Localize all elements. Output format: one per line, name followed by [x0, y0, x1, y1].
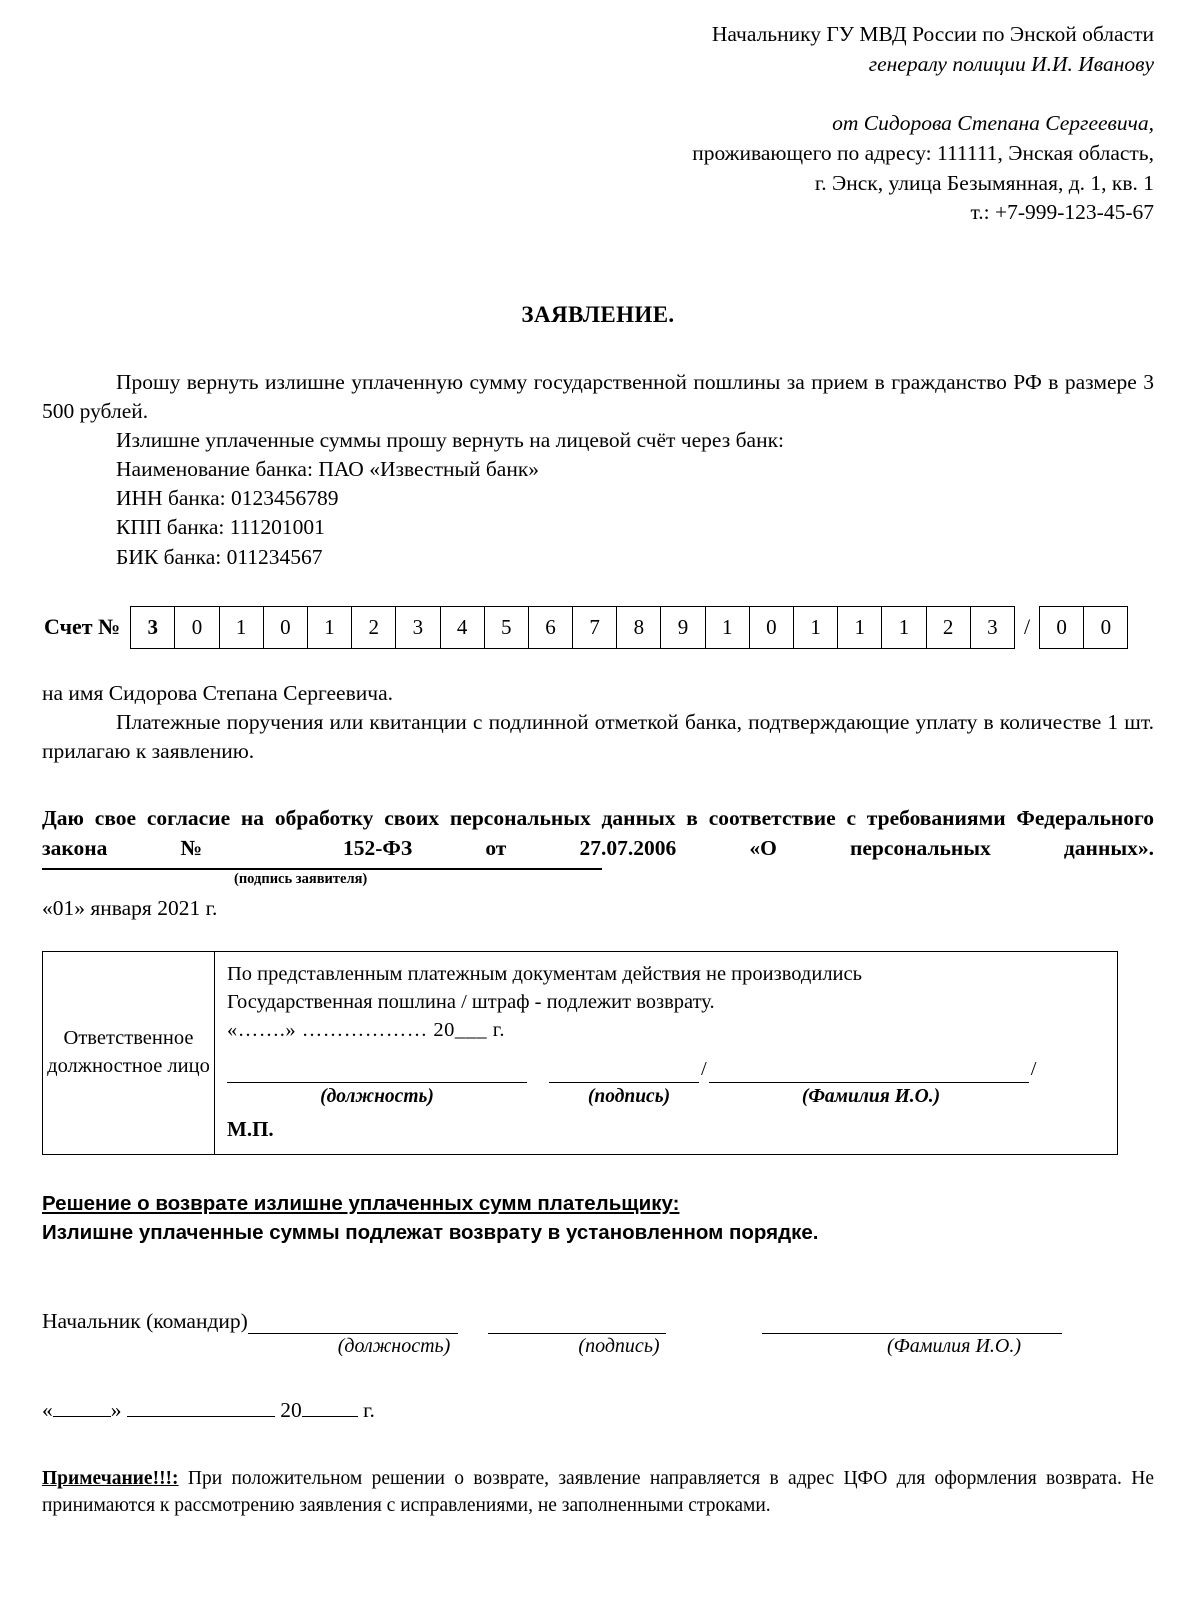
chief-signature-row: [42, 1309, 1154, 1334]
bank-name-line: Наименование банка: ПАО «Известный банк»: [116, 457, 540, 481]
official-line-2: Государственная пошлина / штраф - подлежит возврату.: [227, 990, 715, 1013]
account-digit-cell: 2: [927, 607, 971, 648]
account-digit-cell: 8: [617, 607, 661, 648]
date-year-blank: [302, 1398, 358, 1417]
date-quote-close: »: [110, 1397, 122, 1422]
chief-caption-position: (должность): [337, 1334, 451, 1357]
caption-name: (Фамилия И.О.): [801, 1085, 941, 1107]
account-digit-cell: 1: [308, 607, 352, 648]
bank-bik-line: БИК банка: 011234567: [116, 544, 323, 569]
note-text: При положительном решении о возврате, заявление направляется в адрес ЦФО для оформления возврата. Не принимаются к рассмотрению заявления с исправлениями, не заполненными строками.: [42, 1467, 1154, 1517]
request-paragraph: Прошу вернуть излишне уплаченную сумму государственной пошлины за прием в гражданство РФ в размере 3 500 рублей.: [42, 369, 1154, 424]
chief-date-row: [42, 1398, 1154, 1423]
account-digit-cell: 3: [396, 607, 440, 648]
official-signature-blank: [549, 1063, 699, 1083]
applicant-phone-line: т.: +7-999-123-45-67: [970, 200, 1154, 225]
account-digit-cell: 3: [131, 607, 175, 648]
account-number-row: [42, 606, 1154, 649]
slash-divider-1: /: [701, 1057, 707, 1080]
account-digit-cell: 0: [175, 607, 219, 648]
account-digit-cell: 1: [794, 607, 838, 648]
official-role-label: Ответственное должностное лицо: [43, 952, 215, 1154]
footer-note: [42, 1465, 1154, 1520]
chief-label: Начальник (командир): [42, 1308, 248, 1333]
spacer-5: [500, 1335, 530, 1358]
bank-details-block: [42, 455, 1154, 572]
account-suffix-cell: 0: [1084, 607, 1128, 648]
account-digit-cell: 1: [706, 607, 750, 648]
official-line-1: По представленным платежным документам действия не производились: [227, 962, 862, 985]
date-year-suffix: г.: [363, 1397, 375, 1422]
applicant-signature-caption: (подпись заявителя): [234, 870, 368, 887]
applicant-date: «01» января 2021 г.: [42, 895, 218, 920]
bank-inn-line: ИНН банка: 0123456789: [116, 486, 339, 511]
slash-divider-2: /: [1030, 1057, 1037, 1080]
chief-signature-blank: [488, 1314, 666, 1334]
official-captions: [227, 1084, 1107, 1111]
date-year-prefix: 20: [280, 1397, 302, 1422]
chief-caption-name: (Фамилия И.О.): [886, 1334, 1022, 1357]
account-digit-cell: 1: [220, 607, 264, 648]
spacer-6: [708, 1335, 804, 1358]
account-label: Счет №: [44, 614, 121, 640]
header-spacer: [42, 79, 1154, 109]
refund-method-paragraph: Излишне уплаченные суммы прошу вернуть на лицевой счёт через банк:: [116, 428, 784, 453]
chief-spacer: [42, 1335, 288, 1358]
account-suffix-boxes: [1039, 606, 1128, 649]
personal-data-consent: Даю свое согласие на обработку своих персональных данных в соответствие с требованиями Федерального закона № 152-ФЗ от 27.07.2006 «О персональных данных».: [42, 805, 1154, 861]
account-digit-cell: 3: [971, 607, 1015, 648]
account-separator: /: [1023, 614, 1031, 640]
account-suffix-cell: 0: [1040, 607, 1084, 648]
account-digit-cell: 1: [882, 607, 926, 648]
official-name-blank: [709, 1063, 1029, 1083]
decision-text: Излишне уплаченные суммы подлежат возврату в установленном порядке.: [42, 1220, 819, 1244]
applicant-name-line: от Сидорова Степана Сергеевича,: [832, 111, 1154, 136]
addressee-line-2: генералу полиции И.И. Иванову: [868, 51, 1154, 76]
caption-position: (должность): [320, 1085, 434, 1107]
account-owner-line: на имя Сидорова Степана Сергеевича.: [42, 680, 393, 705]
date-day-blank: [53, 1398, 111, 1417]
chief-position-blank: [248, 1314, 458, 1334]
account-digit-cell: 0: [264, 607, 308, 648]
official-position-blank: [227, 1063, 527, 1083]
account-digit-cell: 2: [352, 607, 396, 648]
official-decision-table: [42, 951, 1118, 1155]
bank-kpp-line: КПП банка: 111201001: [116, 515, 325, 540]
date-quote-open: «: [42, 1397, 53, 1422]
note-label: Примечание!!!:: [42, 1467, 179, 1489]
account-digit-cell: 4: [441, 607, 485, 648]
applicant-signature-line: [42, 868, 602, 870]
official-content: [215, 952, 1117, 1154]
date-month-blank: [127, 1398, 275, 1417]
chief-caption-signature: (подпись): [578, 1334, 660, 1357]
decision-heading: Решение о возврате излишне уплаченных сумм плательщику:: [42, 1191, 680, 1215]
attachments-paragraph: Платежные поручения или квитанции с подлинной отметкой банка, подтверждающие уплату в количестве 1 шт. прилагаю к заявлению.: [42, 710, 1154, 764]
spacer-2: [527, 1084, 549, 1111]
caption-signature: (подпись): [587, 1085, 671, 1107]
document-addressee-block: [42, 20, 1154, 228]
page-title: ЗАЯВЛЕНИЕ.: [521, 301, 675, 327]
account-digit-cell: 6: [529, 607, 573, 648]
decision-block: [42, 1189, 1154, 1247]
account-digit-cell: 9: [661, 607, 705, 648]
account-digit-cell: 7: [573, 607, 617, 648]
applicant-address-line-1: проживающего по адресу: 111111, Энская область,: [692, 140, 1154, 165]
account-digit-boxes: [130, 606, 1015, 649]
stamp-marker: М.П.: [227, 1116, 274, 1141]
applicant-address-line-2: г. Энск, улица Безымянная, д. 1, кв. 1: [814, 170, 1154, 195]
chief-captions: [42, 1335, 1154, 1358]
account-digit-cell: 1: [838, 607, 882, 648]
official-signature-lines: [227, 1055, 1107, 1083]
chief-name-blank: [762, 1314, 1062, 1334]
account-digit-cell: 0: [750, 607, 794, 648]
official-date-line: «…….» ……………… 20___ г.: [227, 1019, 505, 1042]
addressee-line-1: Начальнику ГУ МВД России по Энской области: [711, 22, 1154, 46]
account-digit-cell: 5: [485, 607, 529, 648]
